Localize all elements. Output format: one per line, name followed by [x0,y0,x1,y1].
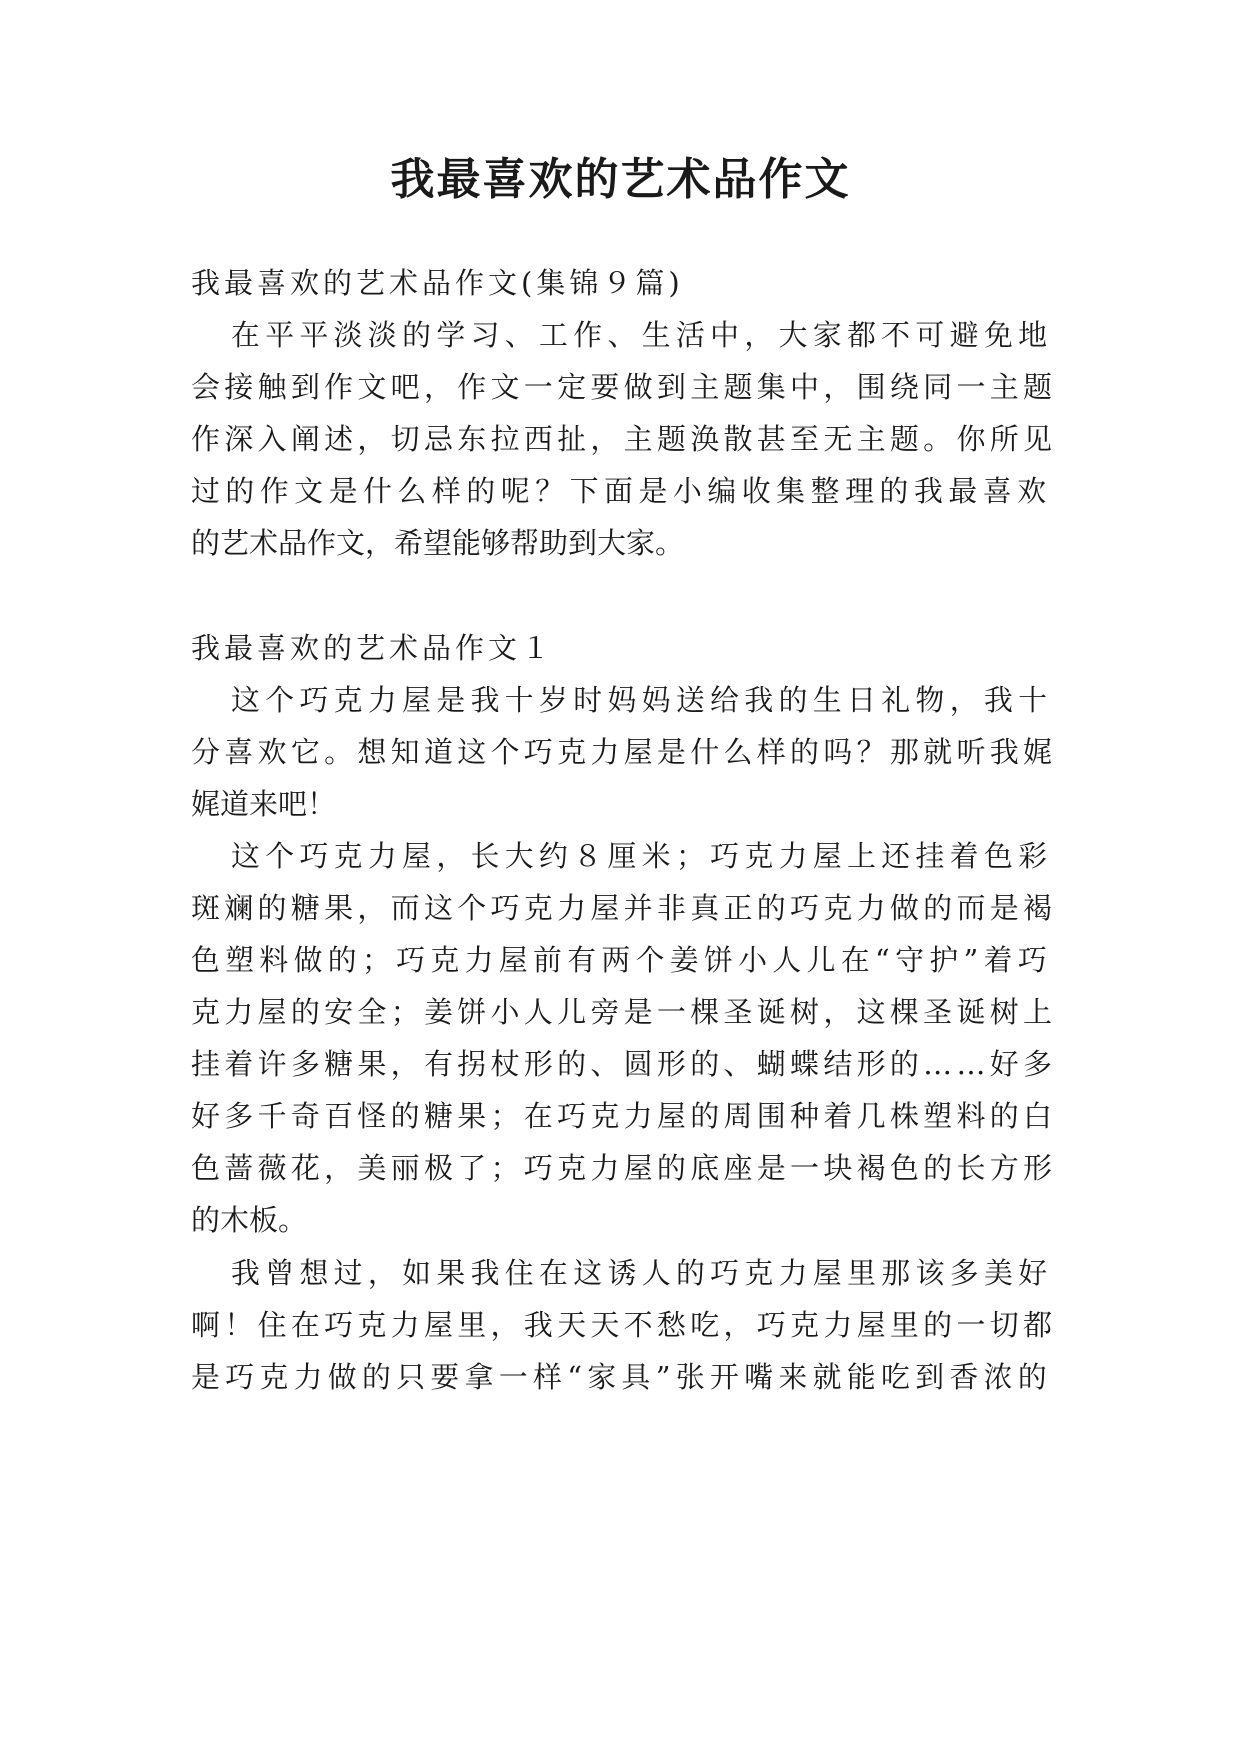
paragraph-line: 色塑料做的；巧克力屋前有两个姜饼小人儿在“守护”着巧 [191,943,1053,977]
paragraph-line: 这个巧克力屋，长大约８厘米；巧克力屋上还挂着色彩 [231,839,1053,873]
intro-line: 过的作文是什么样的呢？下面是小编收集整理的我最喜欢 [191,474,1052,508]
paragraph-line: 的木板。 [191,1203,308,1237]
section-heading: 我最喜欢的艺术品作文１ [191,631,555,665]
paragraph-line: 好多千奇百怪的糖果；在巧克力屋的周围种着几株塑料的白 [191,1099,1057,1133]
intro-line: 在平平淡淡的学习、工作、生活中，大家都不可避免地 [231,318,1053,352]
paragraph-line: 克力屋的安全；姜饼小人儿旁是一棵圣诞树，这棵圣诞树上 [191,995,1057,1029]
document-subtitle: 我最喜欢的艺术品作文(集锦９篇) [191,266,684,300]
paragraph-line: 分喜欢它。想知道这个巧克力屋是什么样的吗？那就听我娓 [191,735,1057,769]
paragraph-line: 这个巧克力屋是我十岁时妈妈送给我的生日礼物，我十 [231,683,1053,717]
intro-line: 会接触到作文吧，作文一定要做到主题集中，围绕同一主题 [191,370,1057,404]
paragraph-line: 娓道来吧！ [191,787,337,821]
paragraph-line: 色蔷薇花，美丽极了；巧克力屋的底座是一块褐色的长方形 [191,1151,1057,1185]
paragraph-line: 斑斓的糖果，而这个巧克力屋并非真正的巧克力做的而是褐 [191,891,1057,925]
paragraph-line: 是巧克力做的只要拿一样“家具”张开嘴来就能吃到香浓的 [191,1360,1053,1394]
page-title: 我最喜欢的艺术品作文 [390,154,851,205]
paragraph-line: 我曾想过，如果我住在这诱人的巧克力屋里那该多美好 [231,1256,1053,1290]
paragraph-line: 啊！住在巧克力屋里，我天天不愁吃，巧克力屋里的一切都 [191,1308,1057,1342]
paragraph-line: 挂着许多糖果，有拐杖形的、圆形的、蝴蝶结形的……好多 [191,1047,1057,1081]
intro-line: 的艺术品作文，希望能够帮助到大家。 [191,526,685,560]
intro-line: 作深入阐述，切忌东拉西扯，主题涣散甚至无主题。你所见 [191,422,1057,456]
